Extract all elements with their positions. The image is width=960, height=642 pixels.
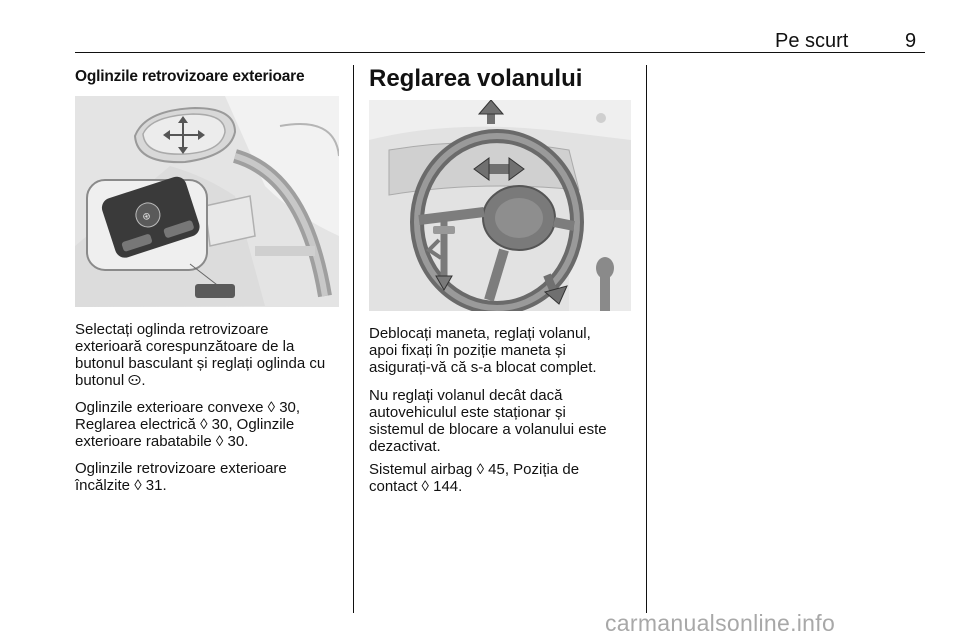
text-line: asigurați-vă că s-a blocat complet. xyxy=(369,359,597,376)
mirror-control-illustration xyxy=(75,96,339,307)
steering-warning-paragraph xyxy=(369,387,639,455)
text-line: Nu reglați volanul decât dacă xyxy=(369,387,563,404)
column-divider-right xyxy=(646,65,647,613)
text-line: butonul basculant și reglați oglinda cu xyxy=(75,355,326,372)
watermark: carmanualsonline.info xyxy=(605,610,836,636)
text-fragment: încălzite xyxy=(75,477,135,494)
page-reference-link[interactable]: 30. xyxy=(227,433,249,450)
text-line: exterioară corespunzătoare de la xyxy=(75,338,295,355)
text-fragment: contact xyxy=(369,478,422,495)
text-fragment: Oglinzile exterioare convexe xyxy=(75,399,268,416)
page-reference-icon: ◊ xyxy=(421,478,429,495)
heated-mirrors-paragraph xyxy=(75,460,345,494)
svg-text:⊕: ⊕ xyxy=(140,210,153,224)
steering-instructions-paragraph xyxy=(369,325,639,376)
text-line xyxy=(369,478,639,495)
steering-references-paragraph xyxy=(369,461,639,495)
page-number: 9 xyxy=(905,30,917,52)
text-line xyxy=(75,433,345,450)
page-reference-icon: ◊ xyxy=(476,461,484,478)
text-fragment: . xyxy=(141,372,146,389)
page-reference-link[interactable]: 30, xyxy=(279,399,301,416)
page-reference-icon: ◊ xyxy=(200,416,208,433)
mirror-select-icon xyxy=(128,372,141,389)
page-reference-link[interactable]: 144. xyxy=(433,478,463,495)
column-divider-left xyxy=(353,65,354,613)
page-reference-icon: ◊ xyxy=(215,433,224,450)
text-line xyxy=(75,399,345,416)
page-reference-link[interactable]: 45, Poziția de xyxy=(488,461,580,478)
text-fragment: butonul xyxy=(75,372,129,389)
page-reference-link[interactable]: 30, Oglinzile xyxy=(211,416,295,433)
text-line xyxy=(75,477,345,494)
text-line xyxy=(75,372,345,389)
text-fragment: Sistemul airbag xyxy=(369,461,477,478)
mirror-references-paragraph xyxy=(75,399,345,450)
mirror-instructions-paragraph xyxy=(75,321,345,389)
text-line: Deblocați maneta, reglați volanul, xyxy=(369,325,591,342)
page-reference-icon: ◊ xyxy=(267,399,276,416)
text-fragment: exterioare rabatabile xyxy=(75,433,216,450)
text-line: apoi fixați în poziție maneta și xyxy=(369,342,566,359)
text-line xyxy=(75,416,345,433)
header-rule xyxy=(75,52,925,53)
page-reference-link[interactable]: 31. xyxy=(145,477,167,494)
text-line: sistemul de blocare a volanului este xyxy=(369,421,607,438)
mirror-control-drawing xyxy=(75,96,339,307)
text-line: autovehiculul este staționar și xyxy=(369,404,566,421)
text-line: Selectați oglinda retrovizoare xyxy=(75,321,269,338)
section-heading-steering: Reglarea volanului xyxy=(369,65,583,92)
page-reference-icon: ◊ xyxy=(134,477,142,494)
text-line: dezactivat. xyxy=(369,438,441,455)
text-line xyxy=(369,461,639,478)
steering-wheel-illustration xyxy=(369,100,631,311)
text-fragment: Reglarea electrică xyxy=(75,416,201,433)
text-line: Oglinzile retrovizoare exterioare xyxy=(75,460,287,477)
section-heading-mirrors: Oglinzile retrovizoare exterioare xyxy=(75,68,305,85)
steering-wheel-drawing xyxy=(369,100,631,311)
header-title: Pe scurt xyxy=(775,30,849,52)
